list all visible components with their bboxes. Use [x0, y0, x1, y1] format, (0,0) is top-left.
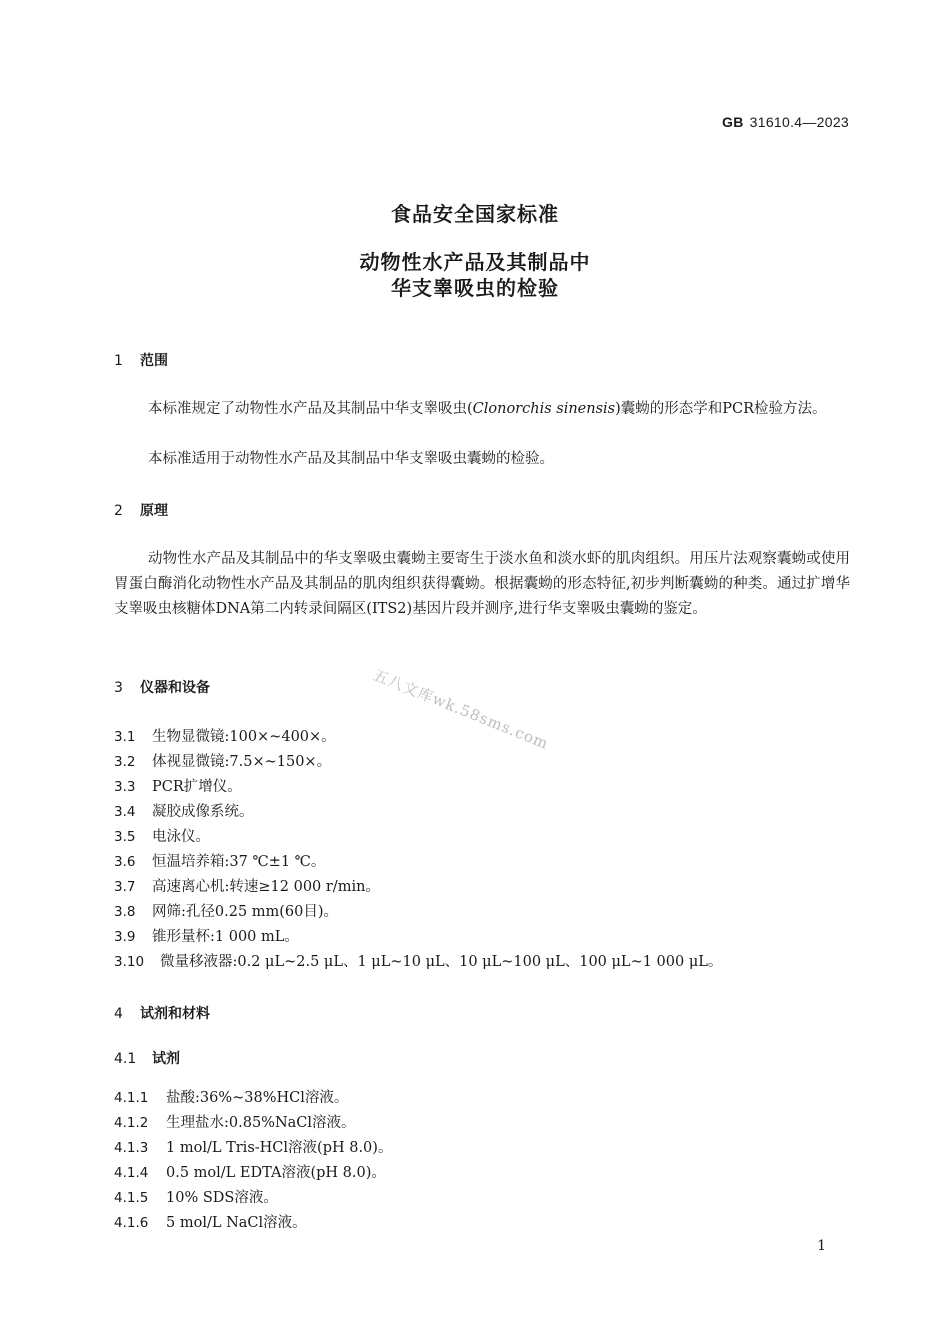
item-text: 1 mol/L Tris-HCl溶液(pH 8.0)。 — [166, 1140, 393, 1156]
item-text: PCR扩增仪。 — [152, 779, 242, 795]
section-1-paragraph-1 — [114, 397, 850, 422]
list-item — [114, 1136, 392, 1157]
list-item — [114, 800, 254, 821]
list-item — [114, 1211, 307, 1232]
item-text: 10% SDS溶液。 — [166, 1190, 278, 1206]
list-item — [114, 1161, 386, 1182]
item-number: 3.4 — [114, 804, 136, 820]
list-item — [114, 750, 331, 771]
section-title: 范围 — [140, 353, 168, 369]
section-title: 仪器和设备 — [140, 680, 210, 696]
item-text: 网筛:孔径0.25 mm(60目)。 — [152, 904, 339, 920]
standard-code — [722, 114, 849, 130]
section-4-heading — [114, 1003, 210, 1023]
section-1-paragraph-2: 本标准适用于动物性水产品及其制品中华支睾吸虫囊蚴的检验。 — [148, 451, 554, 467]
item-number: 4.1.5 — [114, 1190, 149, 1206]
item-number: 3.10 — [114, 954, 145, 970]
paragraph-text-tail: )囊蚴的形态学和PCR检验方法。 — [615, 401, 827, 417]
item-number: 3.7 — [114, 879, 136, 895]
item-text: 凝胶成像系统。 — [152, 804, 254, 820]
item-number: 4.1.2 — [114, 1115, 149, 1131]
item-text: 恒温培养箱:37 ℃±1 ℃。 — [152, 854, 326, 870]
item-number: 3.3 — [114, 779, 136, 795]
item-text: 体视显微镜:7.5×~150×。 — [152, 754, 332, 770]
document-title-line3: 华支睾吸虫的检验 — [391, 276, 559, 300]
section-number: 4 — [114, 1006, 123, 1022]
item-number: 4.1.3 — [114, 1140, 149, 1156]
item-number: 4.1.6 — [114, 1215, 149, 1231]
item-text: 电泳仪。 — [152, 829, 210, 845]
section-title: 原理 — [140, 503, 168, 519]
document-title-line2: 动物性水产品及其制品中 — [359, 250, 591, 274]
list-item — [114, 925, 299, 946]
item-number: 3.6 — [114, 854, 136, 870]
list-item — [114, 1086, 348, 1107]
subsection-title: 试剂 — [152, 1051, 180, 1067]
subsection-number: 4.1 — [114, 1051, 137, 1067]
list-item — [114, 1111, 356, 1132]
item-number: 3.9 — [114, 929, 136, 945]
watermark: 五八文库wk.58sms.com — [370, 665, 552, 753]
section-2-heading — [114, 500, 168, 520]
item-text: 高速离心机:转速≥12 000 r/min。 — [152, 879, 380, 895]
item-number: 3.1 — [114, 729, 136, 745]
standard-prefix: GB — [722, 114, 744, 130]
list-item — [114, 950, 722, 971]
list-item — [114, 850, 325, 871]
item-text: 微量移液器:0.2 μL~2.5 μL、1 μL~10 μL、10 μL~100 μL、100 μL~1 000 μL。 — [160, 954, 723, 970]
page-number: 1 — [817, 1238, 826, 1254]
list-item — [114, 1186, 278, 1207]
section-number: 2 — [114, 503, 123, 519]
list-item — [114, 775, 242, 796]
item-number: 4.1.1 — [114, 1090, 149, 1106]
item-number: 3.5 — [114, 829, 136, 845]
section-2-paragraph: 动物性水产品及其制品中的华支睾吸虫囊蚴主要寄生于淡水鱼和淡水虾的肌肉组织。用压片法观察囊蚴或使用胃蛋白酶消化动物性水产品及其制品的肌肉组织获得囊蚴。根据囊蚴的形态特征,初步判断囊蚴的种类。通过扩增华支睾吸虫核糖体DNA第二内转录间隔区(ITS2)基因片段并测序,进行华支睾吸虫囊蚴的鉴定。 — [114, 551, 850, 617]
list-item — [114, 825, 210, 846]
item-text: 生物显微镜:100×~400×。 — [152, 729, 336, 745]
section-1-heading — [114, 350, 168, 370]
item-text: 0.5 mol/L EDTA溶液(pH 8.0)。 — [166, 1165, 386, 1181]
section-number: 1 — [114, 353, 123, 369]
item-text: 锥形量杯:1 000 mL。 — [152, 929, 299, 945]
section-number: 3 — [114, 680, 123, 696]
list-item — [114, 900, 338, 921]
standard-number: 31610.4—2023 — [749, 114, 849, 130]
document-title-line1: 食品安全国家标准 — [391, 202, 559, 226]
item-text: 生理盐水:0.85%NaCl溶液。 — [166, 1115, 356, 1131]
item-text: 5 mol/L NaCl溶液。 — [166, 1215, 307, 1231]
section-3-heading — [114, 677, 210, 697]
subsection-4-1-heading — [114, 1048, 180, 1068]
item-number: 3.2 — [114, 754, 136, 770]
list-item — [114, 875, 380, 896]
section-title: 试剂和材料 — [140, 1006, 210, 1022]
item-number: 3.8 — [114, 904, 136, 920]
paragraph-text: 本标准规定了动物性水产品及其制品中华支睾吸虫( — [148, 401, 473, 417]
item-number: 4.1.4 — [114, 1165, 149, 1181]
item-text: 盐酸:36%~38%HCl溶液。 — [166, 1090, 349, 1106]
species-name: Clonorchis sinensis — [472, 401, 616, 417]
list-item — [114, 725, 336, 746]
